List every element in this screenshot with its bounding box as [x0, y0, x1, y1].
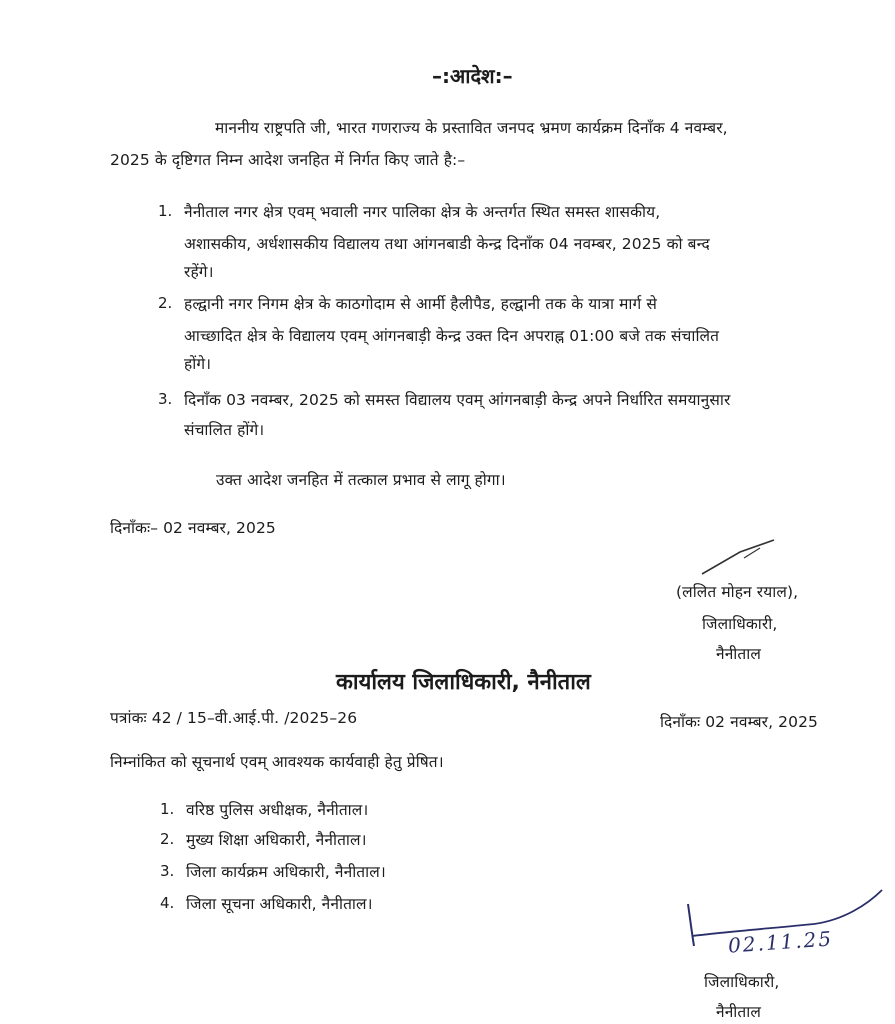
recipient-number: 4.: [160, 894, 175, 912]
signature-mark: [700, 538, 780, 578]
order-date: दिनाँकः– 02 नवम्बर, 2025: [110, 519, 276, 537]
order-item-number: 2.: [158, 294, 173, 312]
order-item-line: अशासकीय, अर्धशासकीय विद्यालय तथा आंगनबाडी केन्द्र दिनाँक 04 नवम्बर, 2025 को बन्द: [184, 235, 710, 253]
forward-text: निम्नांकित को सूचनार्थ एवम् आवश्यक कार्यवाही हेतु प्रेषित।: [110, 753, 444, 771]
order-item-number: 1.: [158, 202, 173, 220]
order-item-line: नैनीताल नगर क्षेत्र एवम् भवाली नगर पालिका क्षेत्र के अन्तर्गत स्थित समस्त शासकीय,: [184, 203, 661, 221]
memo-signatory-place: नैनीताल: [716, 1003, 761, 1021]
intro-line-1: माननीय राष्ट्रपति जी, भारत गणराज्य के प्रस्तावित जनपद भ्रमण कार्यक्रम दिनाँक 4 नवम्बर,: [215, 119, 728, 137]
signatory-name: (ललित मोहन रयाल),: [676, 583, 799, 601]
order-item-line: होंगे।: [184, 355, 212, 373]
order-item-line: दिनाँक 03 नवम्बर, 2025 को समस्त विद्यालय एवम् आंगनबाड़ी केन्द्र अपने निर्धारित समयानुसार: [184, 391, 731, 409]
signatory-place: नैनीताल: [716, 645, 761, 663]
memo-signatory-designation: जिलाधिकारी,: [704, 973, 780, 991]
order-item-number: 3.: [158, 390, 173, 408]
recipient-number: 2.: [160, 830, 175, 848]
order-item-line: हल्द्वानी नगर निगम क्षेत्र के काठगोदाम से आर्मी हैलीपैड, हल्द्वानी तक के यात्रा मार्ग से: [184, 295, 657, 313]
order-heading: –:आदेश:–: [432, 64, 513, 88]
recipient-item: मुख्य शिक्षा अधिकारी, नैनीताल।: [186, 831, 367, 849]
order-item-line: रहेंगे।: [184, 263, 214, 281]
recipient-item: जिला कार्यक्रम अधिकारी, नैनीताल।: [186, 863, 386, 881]
reference-number: पत्रांकः 42 / 15–वी.आई.पी. /2025–26: [110, 709, 358, 727]
recipient-item: वरिष्ठ पुलिस अधीक्षक, नैनीताल।: [186, 801, 369, 819]
order-item-line: संचालित होंगे।: [184, 421, 265, 439]
signatory-designation: जिलाधिकारी,: [702, 615, 778, 633]
reference-date: दिनाँकः 02 नवम्बर, 2025: [660, 713, 819, 731]
recipient-item: जिला सूचना अधिकारी, नैनीताल।: [186, 895, 373, 913]
intro-line-2: 2025 के दृष्टिगत निम्न आदेश जनहित में निर्गत किए जाते है:–: [110, 151, 466, 169]
recipient-number: 3.: [160, 862, 175, 880]
office-title: कार्यालय जिलाधिकारी, नैनीताल: [336, 670, 591, 695]
effect-line: उक्त आदेश जनहित में तत्काल प्रभाव से लागू होगा।: [216, 471, 506, 489]
handwritten-date: 02.11.25: [727, 926, 834, 958]
recipient-number: 1.: [160, 800, 175, 818]
order-item-line: आच्छादित क्षेत्र के विद्यालय एवम् आंगनबाड़ी केन्द्र उक्त दिन अपराह्न 01:00 बजे तक संचालित: [184, 327, 720, 345]
